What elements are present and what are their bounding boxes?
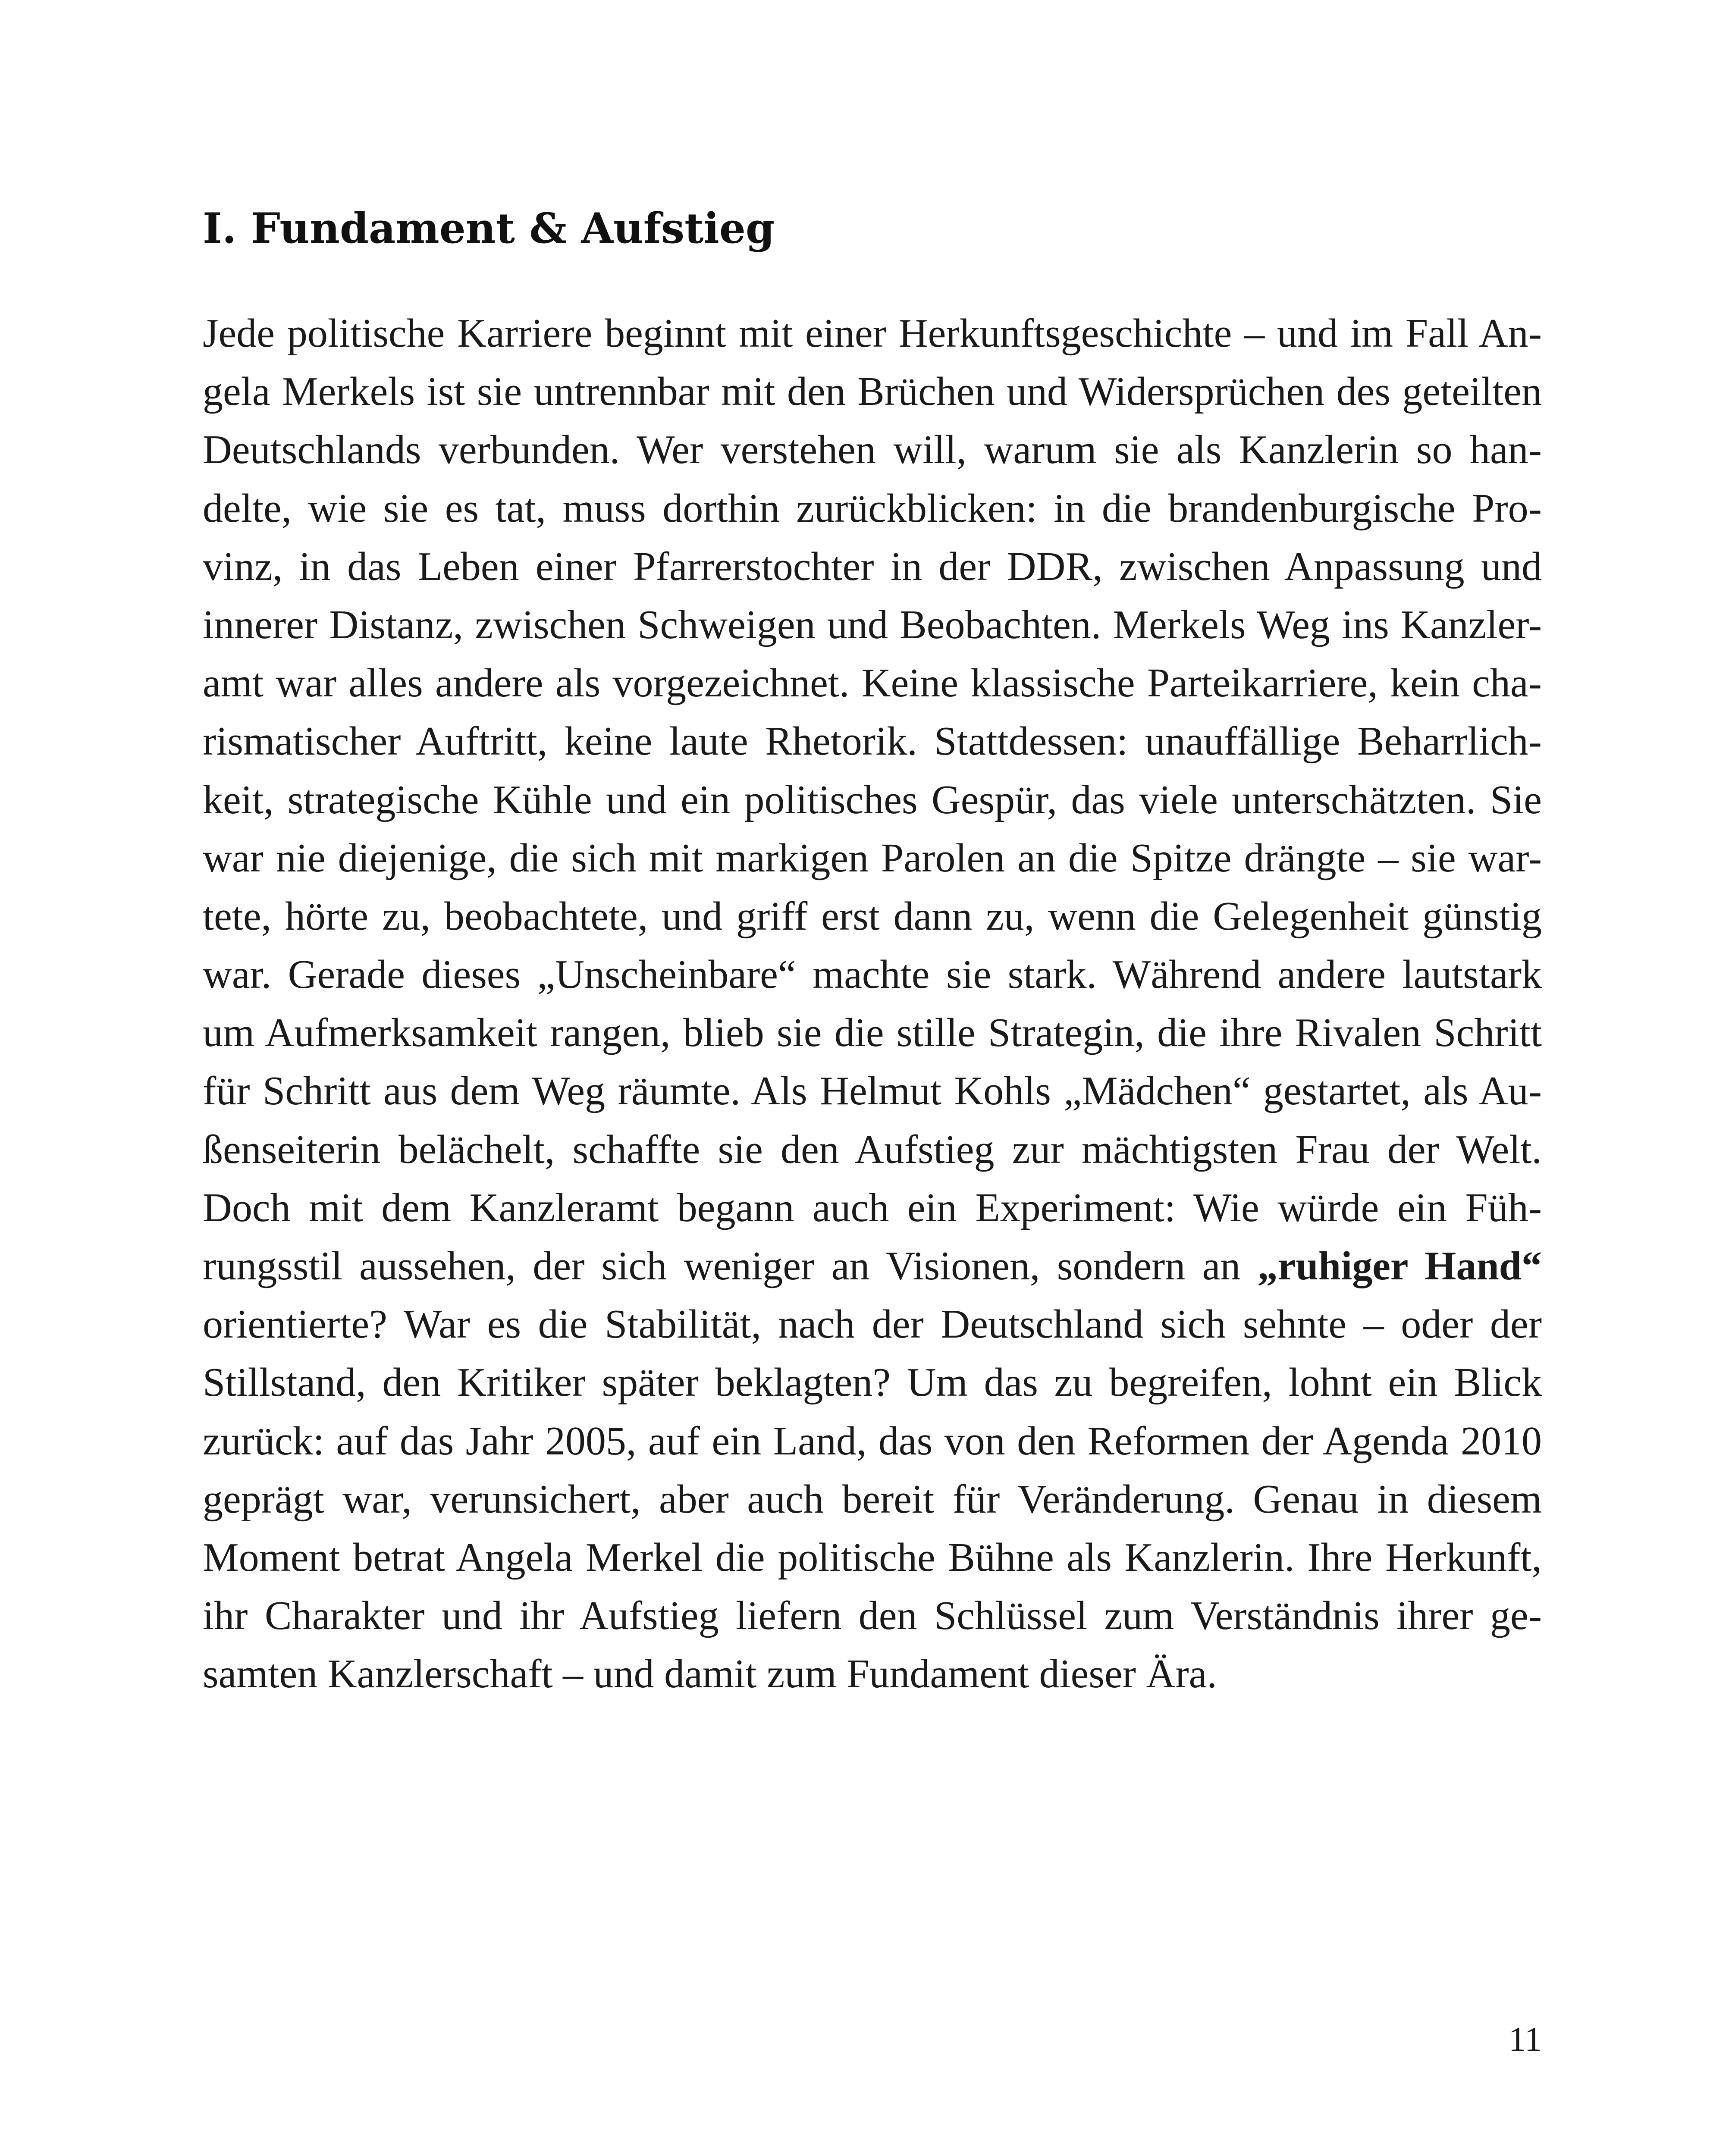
chapter-title: I. Fundament & Aufstieg xyxy=(203,204,775,253)
text-line: keit, strategische Kühle und ein politisches Gespür, das viele unterschätzten. Sie xyxy=(203,777,1542,822)
text-line-with-emphasis xyxy=(203,1237,1542,1295)
text-line: Deutschlands verbunden. Wer verstehen will, warum sie als Kanzlerin so han- xyxy=(203,427,1542,473)
text-line: gela Merkels ist sie untrennbar mit den Brüchen und Widersprüchen des geteilten xyxy=(203,369,1542,414)
text-line: zurück: auf das Jahr 2005, auf ein Land, das von den Reformen der Agenda 2010 xyxy=(203,1418,1542,1463)
text-line: Doch mit dem Kanzleramt begann auch ein Experiment: Wie würde ein Füh- xyxy=(203,1185,1542,1230)
text-line: orientierte? War es die Stabilität, nach der Deutschland sich sehnte – oder der xyxy=(203,1302,1542,1347)
bold-phrase: „ruhiger Hand“ xyxy=(1257,1244,1542,1288)
text-line: ihr Charakter und ihr Aufstieg liefern den Schlüssel zum Verständnis ihrer ge- xyxy=(203,1593,1542,1639)
text-line: war. Gerade dieses „Unscheinbare“ machte sie stark. Während andere lautstark xyxy=(203,952,1542,997)
text-line: geprägt war, verunsichert, aber auch bereit für Veränderung. Genau in diesem xyxy=(203,1476,1542,1522)
text-line: Stillstand, den Kritiker später beklagten? Um das zu begreifen, lohnt ein Blick xyxy=(203,1360,1542,1405)
text-line: ßenseiterin belächelt, schaffte sie den Aufstieg zur mächtigsten Frau der Welt. xyxy=(203,1127,1542,1172)
text-line: amt war alles andere als vorgezeichnet. Keine klassische Parteikarriere, kein cha- xyxy=(203,661,1542,706)
text-line: delte, wie sie es tat, muss dorthin zurückblicken: in die brandenburgische Pro- xyxy=(203,486,1542,531)
page-number: 11 xyxy=(1508,2021,1542,2059)
text-line: samten Kanzlerschaft – und damit zum Fundament dieser Ära. xyxy=(203,1651,1217,1697)
text-line: vinz, in das Leben einer Pfarrerstochter in der DDR, zwischen Anpassung und xyxy=(203,544,1542,589)
text-line: war nie diejenige, die sich mit markigen Parolen an die Spitze drängte – sie war- xyxy=(203,835,1542,881)
body-paragraph xyxy=(203,304,1542,1704)
text-line: rismatischer Auftritt, keine laute Rhetorik. Stattdessen: unauffällige Beharrlich- xyxy=(203,719,1542,764)
text-line: um Aufmerksamkeit rangen, blieb sie die stille Strategin, die ihre Rivalen Schritt xyxy=(203,1010,1542,1056)
text-line: für Schritt aus dem Weg räumte. Als Helmut Kohls „Mädchen“ gestartet, als Au- xyxy=(203,1069,1542,1114)
text-line: Jede politische Karriere beginnt mit einer Herkunftsgeschichte – und im Fall An- xyxy=(203,311,1542,356)
text-line: Moment betrat Angela Merkel die politische Bühne als Kanzlerin. Ihre Herkunft, xyxy=(203,1535,1542,1580)
text-line: innerer Distanz, zwischen Schweigen und Beobachten. Merkels Weg ins Kanzler- xyxy=(203,602,1542,647)
text-line: tete, hörte zu, beobachtete, und griff erst dann zu, wenn die Gelegenheit günstig xyxy=(203,893,1542,939)
text-segment: rungsstil aussehen, der sich weniger an Visionen, sondern an xyxy=(203,1244,1258,1288)
